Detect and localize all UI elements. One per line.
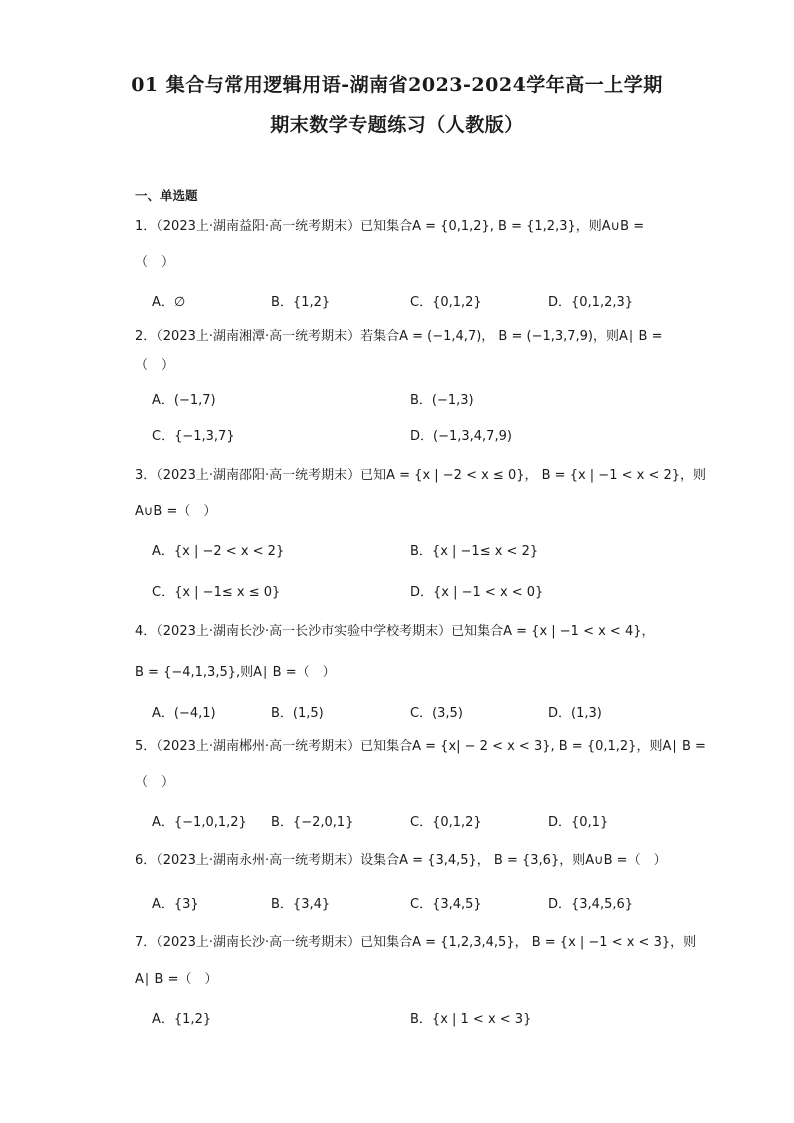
question-6-option-b: B．{3,4} bbox=[271, 897, 331, 912]
question-4-option-b: B．(1,5) bbox=[271, 706, 324, 721]
question-4-option-a: A．(−4,1) bbox=[152, 706, 216, 721]
question-4-line-2: B = {−4,1,3,5},则A∣ B =（ ） bbox=[135, 665, 336, 680]
question-5-option-b: B．{−2,0,1} bbox=[271, 815, 354, 830]
question-3-option-d: D．{x | −1 < x < 0} bbox=[410, 585, 544, 600]
question-2-option-c: C．{−1,3,7} bbox=[152, 429, 235, 444]
question-3-option-b: B．{x | −1≤ x < 2} bbox=[410, 544, 539, 559]
question-7-option-a: A．{1,2} bbox=[152, 1012, 212, 1027]
question-4-stem: 4．（2023上·湖南长沙·高一长沙市实验中学校考期末）已知集合A = {x | −1 < x < 4}， bbox=[135, 624, 655, 639]
question-3-stem: 3．（2023上·湖南邵阳·高一统考期末）已知A = {x | −2 < x ≤ 0}， B = {x | −1 < x < 2}，则 bbox=[135, 468, 707, 483]
question-5-bracket: （ ） bbox=[135, 775, 175, 790]
document-title-line-2: 期末数学专题练习（人教版） bbox=[270, 114, 524, 136]
question-7-line-2: A∣ B =（ ） bbox=[135, 972, 218, 987]
question-4-option-d: D．(1,3) bbox=[548, 706, 602, 721]
question-6-option-c: C．{3,4,5} bbox=[410, 897, 482, 912]
question-1-option-d: D．{0,1,2,3} bbox=[548, 295, 634, 310]
question-1-option-a: A．∅ bbox=[152, 295, 186, 310]
question-1-option-c: C．{0,1,2} bbox=[410, 295, 482, 310]
question-2-stem: 2．（2023上·湖南湘潭·高一统考期末）若集合A = (−1,4,7)， B = (−1,3,7,9)，则A∣ B = bbox=[135, 329, 663, 344]
question-6-stem: 6．（2023上·湖南永州·高一统考期末）设集合A = {3,4,5}， B = {3,6}，则A∪B =（ ） bbox=[135, 853, 667, 868]
section-heading: 一、单选题 bbox=[135, 188, 198, 203]
question-1-option-b: B．{1,2} bbox=[271, 295, 331, 310]
question-7-option-b: B．{x | 1 < x < 3} bbox=[410, 1012, 532, 1027]
document-title-line-1: 01 集合与常用逻辑用语-湖南省2023-2024学年高一上学期 bbox=[131, 74, 663, 96]
question-2-option-b: B．(−1,3) bbox=[410, 393, 474, 408]
question-1-stem: 1．（2023上·湖南益阳·高一统考期末）已知集合A = {0,1,2}, B = {1,2,3}，则A∪B = bbox=[135, 219, 645, 234]
question-5-option-c: C．{0,1,2} bbox=[410, 815, 482, 830]
question-4-option-c: C．(3,5) bbox=[410, 706, 463, 721]
question-3-option-c: C．{x | −1≤ x ≤ 0} bbox=[152, 585, 281, 600]
question-2-bracket: （ ） bbox=[135, 358, 175, 373]
question-2-option-d: D．(−1,3,4,7,9) bbox=[410, 429, 512, 444]
question-5-option-d: D．{0,1} bbox=[548, 815, 609, 830]
question-3-line-2: A∪B =（ ） bbox=[135, 504, 217, 519]
question-6-option-d: D．{3,4,5,6} bbox=[548, 897, 634, 912]
question-6-option-a: A．{3} bbox=[152, 897, 199, 912]
question-1-bracket: （ ） bbox=[135, 255, 175, 270]
question-7-stem: 7．（2023上·湖南长沙·高一统考期末）已知集合A = {1,2,3,4,5}， B = {x | −1 < x < 3}，则 bbox=[135, 935, 697, 950]
question-2-option-a: A．(−1,7) bbox=[152, 393, 216, 408]
question-5-option-a: A．{−1,0,1,2} bbox=[152, 815, 247, 830]
question-3-option-a: A．{x | −2 < x < 2} bbox=[152, 544, 285, 559]
question-5-stem: 5．（2023上·湖南郴州·高一统考期末）已知集合A = {x| − 2 < x < 3}, B = {0,1,2}，则A∣ B = bbox=[135, 739, 706, 754]
